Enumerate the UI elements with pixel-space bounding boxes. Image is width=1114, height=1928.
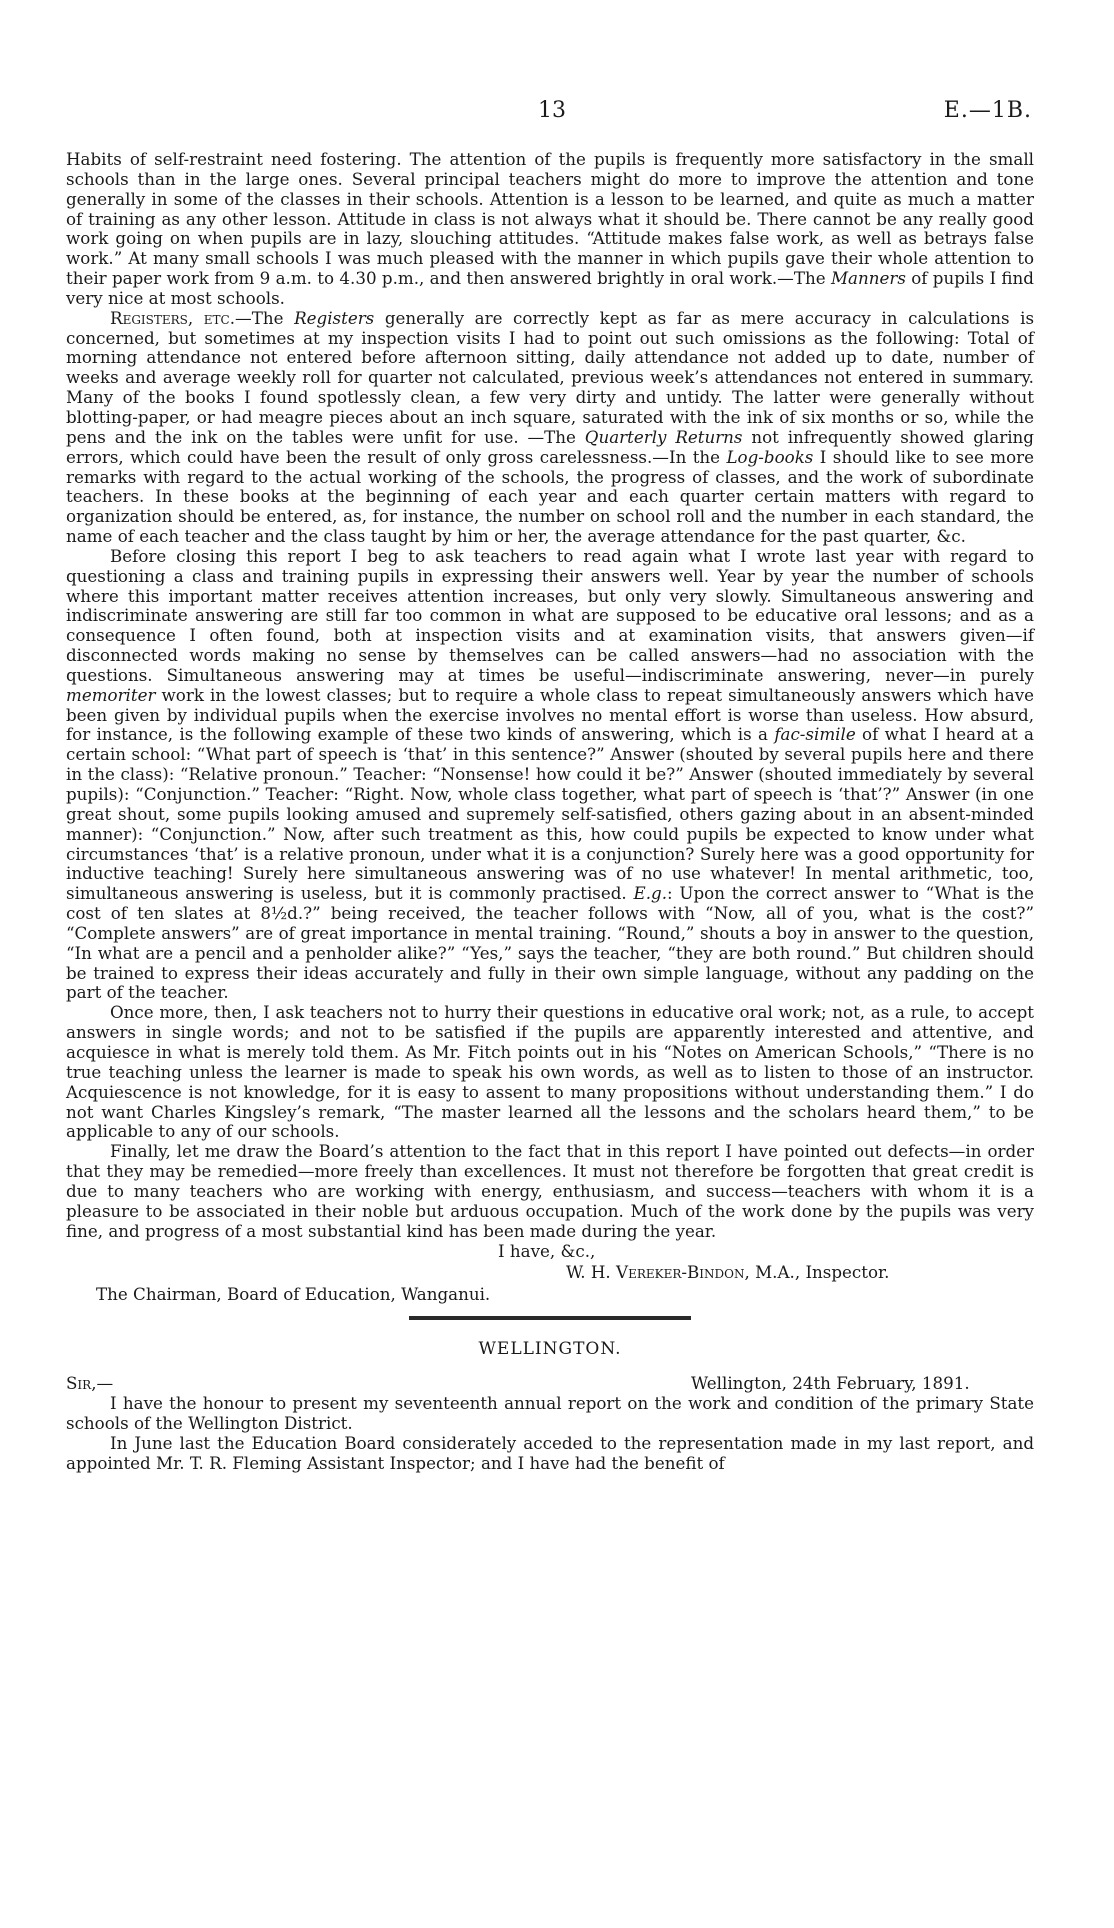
paragraph-wellington-assistant: In June last the Education Board considerately acceded to the representation made in my last report, and appointed Mr. T. R. Fleming Assistant Inspector; and I have had the benefit of <box>66 1432 1034 1473</box>
paragraph-oral-work: Once more, then, I ask teachers not to hurry their questions in educative oral work; not, as a rule, to accept answers in single words; and not to be satisfied if the pupils are apparently interested and attentive, and acquiesce in what is merely told them. As Mr. Fitch points out in his “Notes on American Schools,” “There is no true teaching unless the learner is made to speak his own words, as well as to listen to those of an instructor. Acquiescence is not knowledge, for it is easy to assent to many propositions without understanding them.” I do not want Charles Kingsley’s remark, “The master learned all the lessons and the scholars heard them,” to be applicable to any of our schools. <box>66 1002 1034 1142</box>
paragraph-questioning <box>66 547 1034 1003</box>
inspector-signature <box>566 1263 889 1283</box>
paragraph-text: not infrequently showed glaring errors, which could have been the result of only gross carelessness.—In the <box>66 426 1034 467</box>
report-body <box>66 150 1034 1474</box>
salutation-line <box>66 1374 1034 1394</box>
page-header <box>0 98 1114 128</box>
paragraph-text: of what I heard at a certain school: “What part of speech is ‘that’ in this sentence?” Answer (shouted by several pupils here and there in the class): “Relative pronoun.” Teacher: “Nonsense! how could it be?” Answer (shouted immediately by several pupils): “Conjunction.” Teacher: “Right. Now, whole class together, what part of speech is ‘that’?” Answer (in one great shout, some pupils looking amused and supremely self-satisfied, others gazing about in an absent-minded manner): “Conjunction.” Now, after such treatment as this, how could pupils be expected to know under what circumstances ‘that’ is a relative pronoun, under what it is a conjunction? Surely here was a good opportunity for inductive teaching! Surely here simultaneous answering was of no use whatever! In mental arithmetic, too, simultaneous answering is useless, but it is commonly practised. <box>66 724 1034 904</box>
paragraph-text: : Upon the correct answer to “What is the cost of ten slates at 8½d.?” being received, the teacher follows with “Now, all of you, what is the cost?” “Complete answers” are of great importance in mental training. “Round,” shouts a boy in answer to the question, “In what are a pencil and a penholder alike?” “Yes,” says the teacher, “they are both round.” But children should be trained to express their ideas accurately and fully in their own simple language, without any padding on the part of the teacher. <box>66 883 1034 1003</box>
italic-term: Quarterly Returns <box>584 426 743 447</box>
italic-term: Log-books <box>726 446 814 467</box>
signature-block <box>66 1242 1034 1306</box>
paragraph-text: Before closing this report I beg to ask teachers to read again what I wrote last year with regard to questioning a class and training pupils in expressing their answers well. Year by year the number of schools where this important matter receives attention increases, but only very slowly. Simultaneous answering and indiscriminate answering are still far too common in what are supposed to be educative oral lessons; and as a consequence I often found, both at inspection visits and at examination visits, that answers given—if disconnected words making no sense by themselves can be called answers—had no association with the questions. Simultaneous answering may at times be useful—indiscriminate answering, never—in purely <box>66 545 1034 685</box>
page-number: 13 <box>538 98 566 123</box>
addressee: The Chairman, Board of Education, Wanganui. <box>96 1284 491 1305</box>
signature-title: , M.A., Inspector. <box>744 1262 890 1283</box>
paragraph-text: generally are correctly kept as far as mere accuracy in calculations is concerned, but sometimes at my inspection visits I had to point out such omissions as the following: Total of morning attendance not entered before afternoon sitting, daily attendance not added up to date, number of weeks and average weekly roll for quarter not calculated, previous week’s attendances not entered in summary. Many of the books I found spotlessly clean, a few very dirty and untidy. The latter were generally without blotting-paper, or had meagre pieces about an inch square, saturated with the ink of six months or so, while the pens and the ink on the tables were unfit for use. —The <box>66 307 1035 447</box>
section-divider <box>409 1316 691 1320</box>
paragraph-wellington-intro: I have the honour to present my seventeenth annual report on the work and condition of the primary State schools of the Wellington District. <box>66 1393 1034 1434</box>
paragraph-manners <box>66 150 1034 309</box>
italic-term: Registers <box>294 307 375 328</box>
paragraph-text: of pupils I find very nice at most schools. <box>66 268 1034 308</box>
paragraph-text: work in the lowest classes; but to require a whole class to repeat simultaneously answers which have been given by individual pupils when the exercise involves no mental effort is worse than useless. How absurd, for instance, is the following example of these two kinds of answering, which is a <box>66 684 1034 745</box>
section-heading-registers: Registers, etc. <box>110 307 236 328</box>
italic-term: memoriter <box>66 684 156 705</box>
closing-formula: I have, &c., <box>498 1241 596 1262</box>
dateline: Wellington, 24th February, 1891. <box>691 1373 970 1394</box>
paragraph-text: Habits of self-restraint need fostering. The attention of the pupils is frequently more satisfactory in the small schools than in the large ones. Several principal teachers might do more to improve the attention and tone generally in some of the classes in their schools. Attention is a lesson to be learned, and quite as much a matter of training as any other lesson. Attitude in class is not always what it should be. There cannot be any really good work going on when pupils are in lazy, slouching attitudes. “Attitude makes false work, as well as betrays false work.” At many small schools I was much pleased with the manner in which pupils gave their whole attention to their paper work from 9 a.m. to 4.30 p.m., and then answered brightly in oral work.—The <box>66 149 1034 289</box>
paragraph-text: —The <box>235 307 295 328</box>
paragraph-registers <box>66 309 1034 547</box>
salutation: Sir,— <box>66 1373 114 1394</box>
signature-initials: W. H. <box>566 1262 617 1283</box>
paragraph-closing: Finally, let me draw the Board’s attention to the fact that in this report I have pointed out defects—in order that they may be remedied—more freely than excellences. It must not therefore be forgotten that great credit is due to many teachers who are working with energy, enthusiasm, and success—teachers with whom it is a pleasure to be associated in their noble but arduous occupation. Much of the work done by the pupils was very fine, and progress of a most substantial kind has been made during the year. <box>66 1141 1034 1241</box>
document-reference: E.—1B. <box>943 98 1032 123</box>
section-title-wellington: WELLINGTON. <box>478 1339 622 1360</box>
signature-surname: Vereker-Bindon <box>616 1262 745 1283</box>
paragraph-text: I should like to see more remarks with regard to the actual working of the schools, the progress of classes, and the work of subordinate teachers. In these books at the beginning of each year and each quarter certain matters with regard to organization should be entered, as, for instance, the number on school roll and the number in each standard, the name of each teacher and the class taught by him or her, the average attendance for the past quarter, &c. <box>66 446 1034 547</box>
italic-term: fac-simile <box>774 724 856 745</box>
italic-term: E.g. <box>633 883 668 904</box>
italic-term: Manners <box>830 268 906 289</box>
